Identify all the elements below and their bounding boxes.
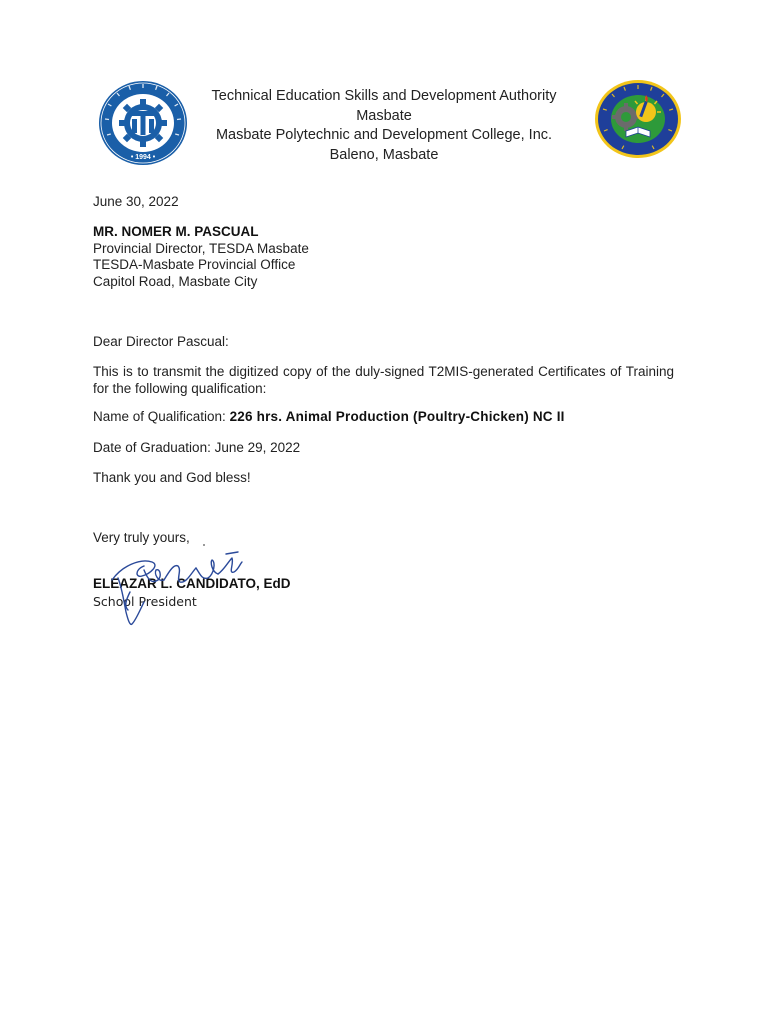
body-paragraph: This is to transmit the digitized copy of the duly-signed T2MIS-generated Certificates of Training for the following qualification: bbox=[93, 364, 674, 396]
mpdc-seal-icon bbox=[594, 79, 682, 159]
addressee-block bbox=[93, 224, 309, 290]
school-address: Baleno, Masbate bbox=[329, 146, 439, 163]
agency-province: Masbate bbox=[356, 107, 412, 124]
handwritten-signature bbox=[100, 540, 250, 632]
addressee-name: MR. NOMER M. PASCUAL bbox=[93, 224, 259, 239]
salutation: Dear Director Pascual: bbox=[93, 334, 229, 349]
agency-name: Technical Education Skills and Development Authority bbox=[211, 88, 557, 104]
signer-title: School President bbox=[93, 594, 197, 609]
closing-line: Very truly yours, bbox=[93, 530, 190, 545]
addressee-position: Provincial Director, TESDA Masbate bbox=[93, 240, 309, 256]
graduation-date: Date of Graduation: June 29, 2022 bbox=[93, 440, 301, 455]
qualification-value: 226 hrs. Animal Production (Poultry-Chicken) NC II bbox=[229, 409, 565, 424]
tesda-seal-year: • 1994 • bbox=[130, 154, 156, 161]
qualification-label: Name of Qualification: bbox=[93, 409, 230, 424]
qualification-line bbox=[93, 409, 565, 426]
letter-date: June 30, 2022 bbox=[93, 194, 179, 209]
school-name: Masbate Polytechnic and Development College, Inc. bbox=[215, 127, 553, 143]
thanks-line: Thank you and God bless! bbox=[93, 470, 251, 485]
signer-name: ELEAZAR L. CANDIDATO, EdD bbox=[93, 576, 291, 591]
tesda-seal-icon bbox=[97, 79, 189, 167]
addressee-office: TESDA-Masbate Provincial Office bbox=[93, 257, 296, 272]
addressee-address: Capitol Road, Masbate City bbox=[93, 273, 258, 289]
letterhead bbox=[190, 87, 578, 165]
